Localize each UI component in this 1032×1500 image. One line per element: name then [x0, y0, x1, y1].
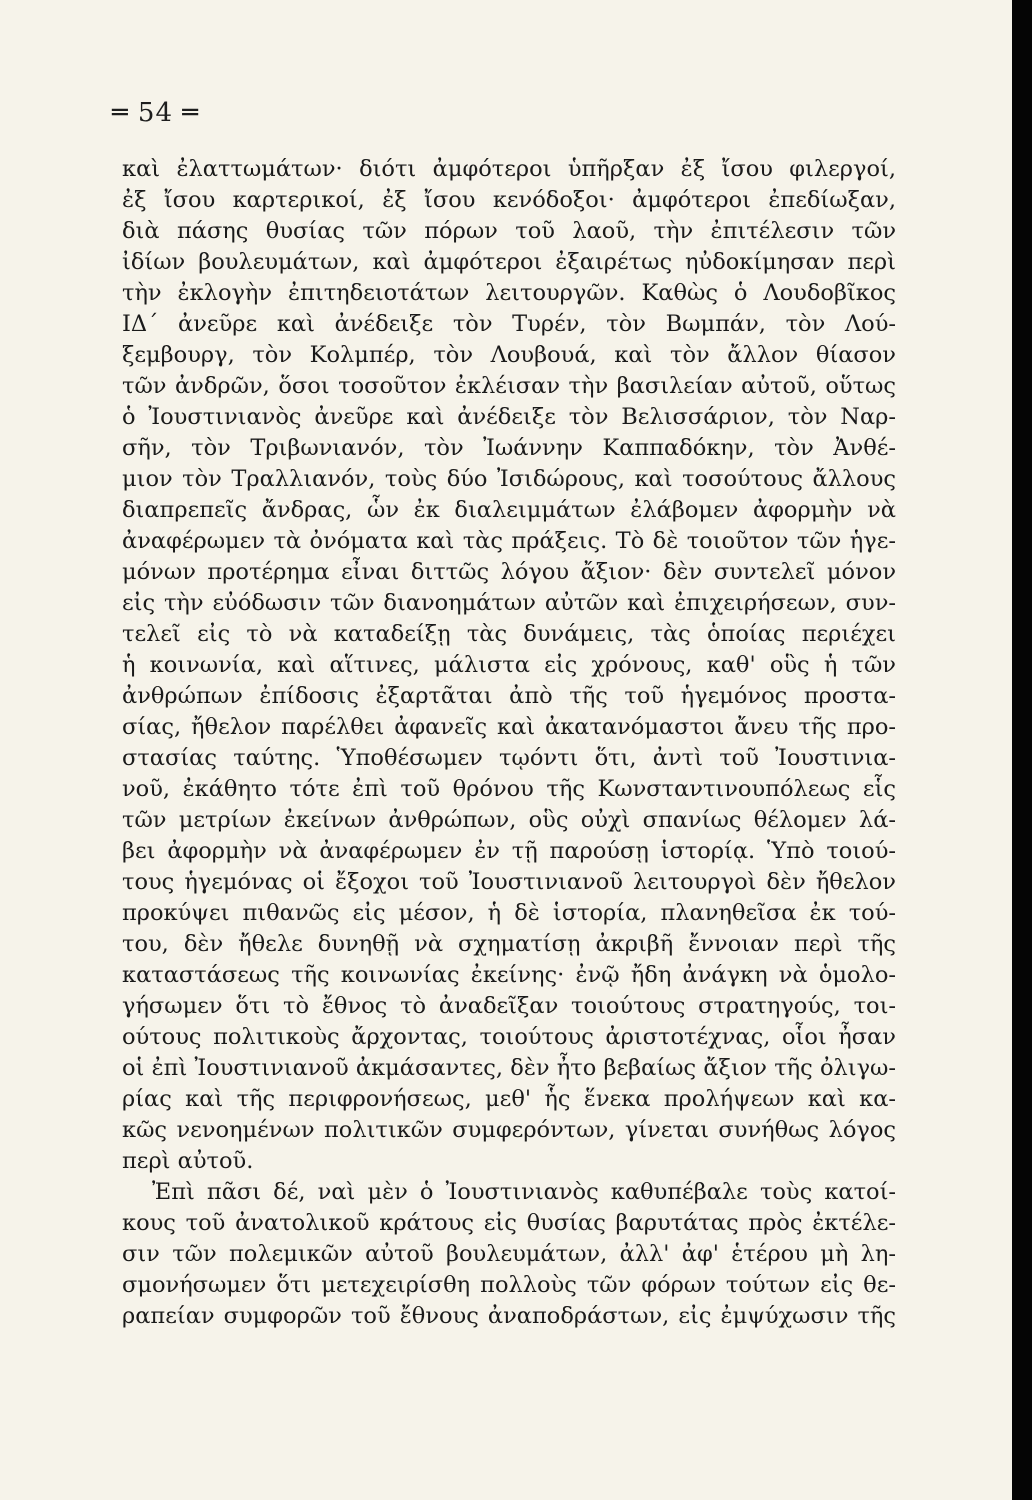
text-line: διὰ πάσης θυσίας τῶν πόρων τοῦ λαοῦ, τὴν ἐπιτέλεσιν τῶν: [122, 218, 896, 244]
text-line: γήσωμεν ὅτι τὸ ἔθνος τὸ ἀναδεῖξαν τοιούτους στρατηγούς, τοι-: [122, 993, 896, 1019]
text-line: μιον τὸν Τραλλιανόν, τοὺς δύο Ἰσιδώρους, καὶ τοσούτους ἄλλους: [122, 466, 896, 492]
text-line: εἰς τὴν εὐόδωσιν τῶν διανοημάτων αὐτῶν καὶ ἐπιχειρήσεων, συν-: [122, 590, 896, 616]
text-line: διαπρεπεῖς ἄνδρας, ὧν ἐκ διαλειμμάτων ἐλάβομεν ἀφορμὴν νὰ: [122, 497, 896, 523]
text-line: τῶν ἀνδρῶν, ὅσοι τοσοῦτον ἐκλέισαν τὴν βασιλείαν αὐτοῦ, οὕτως: [122, 373, 896, 399]
text-line: σίας, ἤθελον παρέλθει ἀφανεῖς καὶ ἀκατανόμαστοι ἄνευ τῆς προ-: [122, 714, 896, 740]
text-line: ἰδίων βουλευμάτων, καὶ ἀμφότεροι ἐξαιρέτως ηὐδοκίμησαν περὶ: [122, 249, 896, 275]
text-line: τὴν ἐκλογὴν ἐπιτηδειοτάτων λειτουργῶν. Καθὼς ὁ Λουδοβῖκος: [122, 280, 896, 306]
text-line: κους τοῦ ἀνατολικοῦ κράτους εἰς θυσίας βαρυτάτας πρὸς ἐκτέλε-: [122, 1210, 896, 1236]
text-line: τελεῖ εἰς τὸ νὰ καταδείξῃ τὰς δυνάμεις, τὰς ὁποίας περιέχει: [122, 621, 896, 647]
paragraph-start-line: Ἐπὶ πᾶσι δέ, ναὶ μὲν ὁ Ἰουστινιανὸς καθυπέβαλε τοὺς κατοί-: [152, 1179, 896, 1205]
text-line: προκύψει πιθανῶς εἰς μέσον, ἡ δὲ ἱστορία, πλανηθεῖσα ἐκ τού-: [122, 900, 896, 926]
paragraph-end-line: περὶ αὐτοῦ.: [122, 1148, 254, 1174]
text-line: του, δὲν ἤθελε δυνηθῇ νὰ σχηματίσῃ ἀκριβῆ ἔννοιαν περὶ τῆς: [122, 931, 896, 957]
body-text: [122, 154, 896, 1332]
text-line: ΙΔ΄ ἀνεῦρε καὶ ἀνέδειξε τὸν Τυρέν, τὸν Βωμπάν, τὸν Λού-: [122, 311, 896, 337]
text-line: σιν τῶν πολεμικῶν αὐτοῦ βουλευμάτων, ἀλλ' ἀφ' ἑτέρου μὴ λη-: [122, 1241, 896, 1267]
text-line: στασίας ταύτης. Ὑποθέσωμεν τῳόντι ὅτι, ἀντὶ τοῦ Ἰουστινια-: [122, 745, 896, 771]
scan-edge-strip: [1012, 0, 1032, 1500]
text-line: ραπείαν συμφορῶν τοῦ ἔθνους ἀναποδράστων, εἰς ἐμψύχωσιν τῆς: [122, 1303, 896, 1329]
text-line: ἀνθρώπων ἐπίδοσις ἐξαρτᾶται ἀπὸ τῆς τοῦ ἡγεμόνος προστα-: [122, 683, 896, 709]
text-line: ἡ κοινωνία, καὶ αἵτινες, μάλιστα εἰς χρόνους, καθ' οὓς ἡ τῶν: [122, 652, 896, 678]
text-line: σῆν, τὸν Τριβωνιανόν, τὸν Ἰωάννην Καππαδόκην, τὸν Ἀνθέ-: [122, 435, 896, 461]
text-line: ἀναφέρωμεν τὰ ὀνόματα καὶ τὰς πράξεις. Τὸ δὲ τοιοῦτον τῶν ἡγε-: [122, 528, 896, 554]
text-line: τῶν μετρίων ἐκείνων ἀνθρώπων, οὓς οὐχὶ σπανίως θέλομεν λά-: [122, 807, 896, 833]
text-line: καὶ ἐλαττωμάτων· διότι ἀμφότεροι ὑπῆρξαν ἐξ ἴσου φιλεργοί,: [122, 156, 896, 182]
text-line: ξεμβουργ, τὸν Κολμπέρ, τὸν Λουβουά, καὶ τὸν ἄλλον θίασον: [122, 342, 896, 368]
text-line: νοῦ, ἐκάθητο τότε ἐπὶ τοῦ θρόνου τῆς Κωνσταντινουπόλεως εἷς: [122, 776, 896, 802]
text-line: ἐξ ἴσου καρτερικοί, ἐξ ἴσου κενόδοξοι· ἀμφότεροι ἐπεδίωξαν,: [122, 187, 896, 213]
text-line: καταστάσεως τῆς κοινωνίας ἐκείνης· ἐνῷ ἤδη ἀνάγκη νὰ ὁμολο-: [122, 962, 896, 988]
text-line: ὁ Ἰουστινιανὸς ἀνεῦρε καὶ ἀνέδειξε τὸν Βελισσάριον, τὸν Ναρ-: [122, 404, 896, 430]
text-line: σμονήσωμεν ὅτι μετεχειρίσθη πολλοὺς τῶν φόρων τούτων εἰς θε-: [122, 1272, 896, 1298]
page-number: ═ 54 ═: [112, 98, 199, 128]
text-line: ρίας καὶ τῆς περιφρονήσεως, μεθ' ἧς ἕνεκα προλήψεων καὶ κα-: [122, 1086, 896, 1112]
text-line: οἱ ἐπὶ Ἰουστινιανοῦ ἀκμάσαντες, δὲν ἦτο βεβαίως ἄξιον τῆς ὀλιγω-: [122, 1055, 896, 1081]
text-line: μόνων προτέρημα εἶναι διττῶς λόγου ἄξιον· δὲν συντελεῖ μόνον: [122, 559, 896, 585]
text-line: βει ἀφορμὴν νὰ ἀναφέρωμεν ἐν τῇ παρούσῃ ἱστορίᾳ. Ὑπὸ τοιού-: [122, 838, 896, 864]
text-line: ούτους πολιτικοὺς ἄρχοντας, τοιούτους ἀριστοτέχνας, οἷοι ἦσαν: [122, 1024, 896, 1050]
text-line: τους ἡγεμόνας οἱ ἔξοχοι τοῦ Ἰουστινιανοῦ λειτουργοὶ δὲν ἤθελον: [122, 869, 896, 895]
text-line: κῶς νενοημένων πολιτικῶν συμφερόντων, γίνεται συνήθως λόγος: [122, 1117, 896, 1143]
